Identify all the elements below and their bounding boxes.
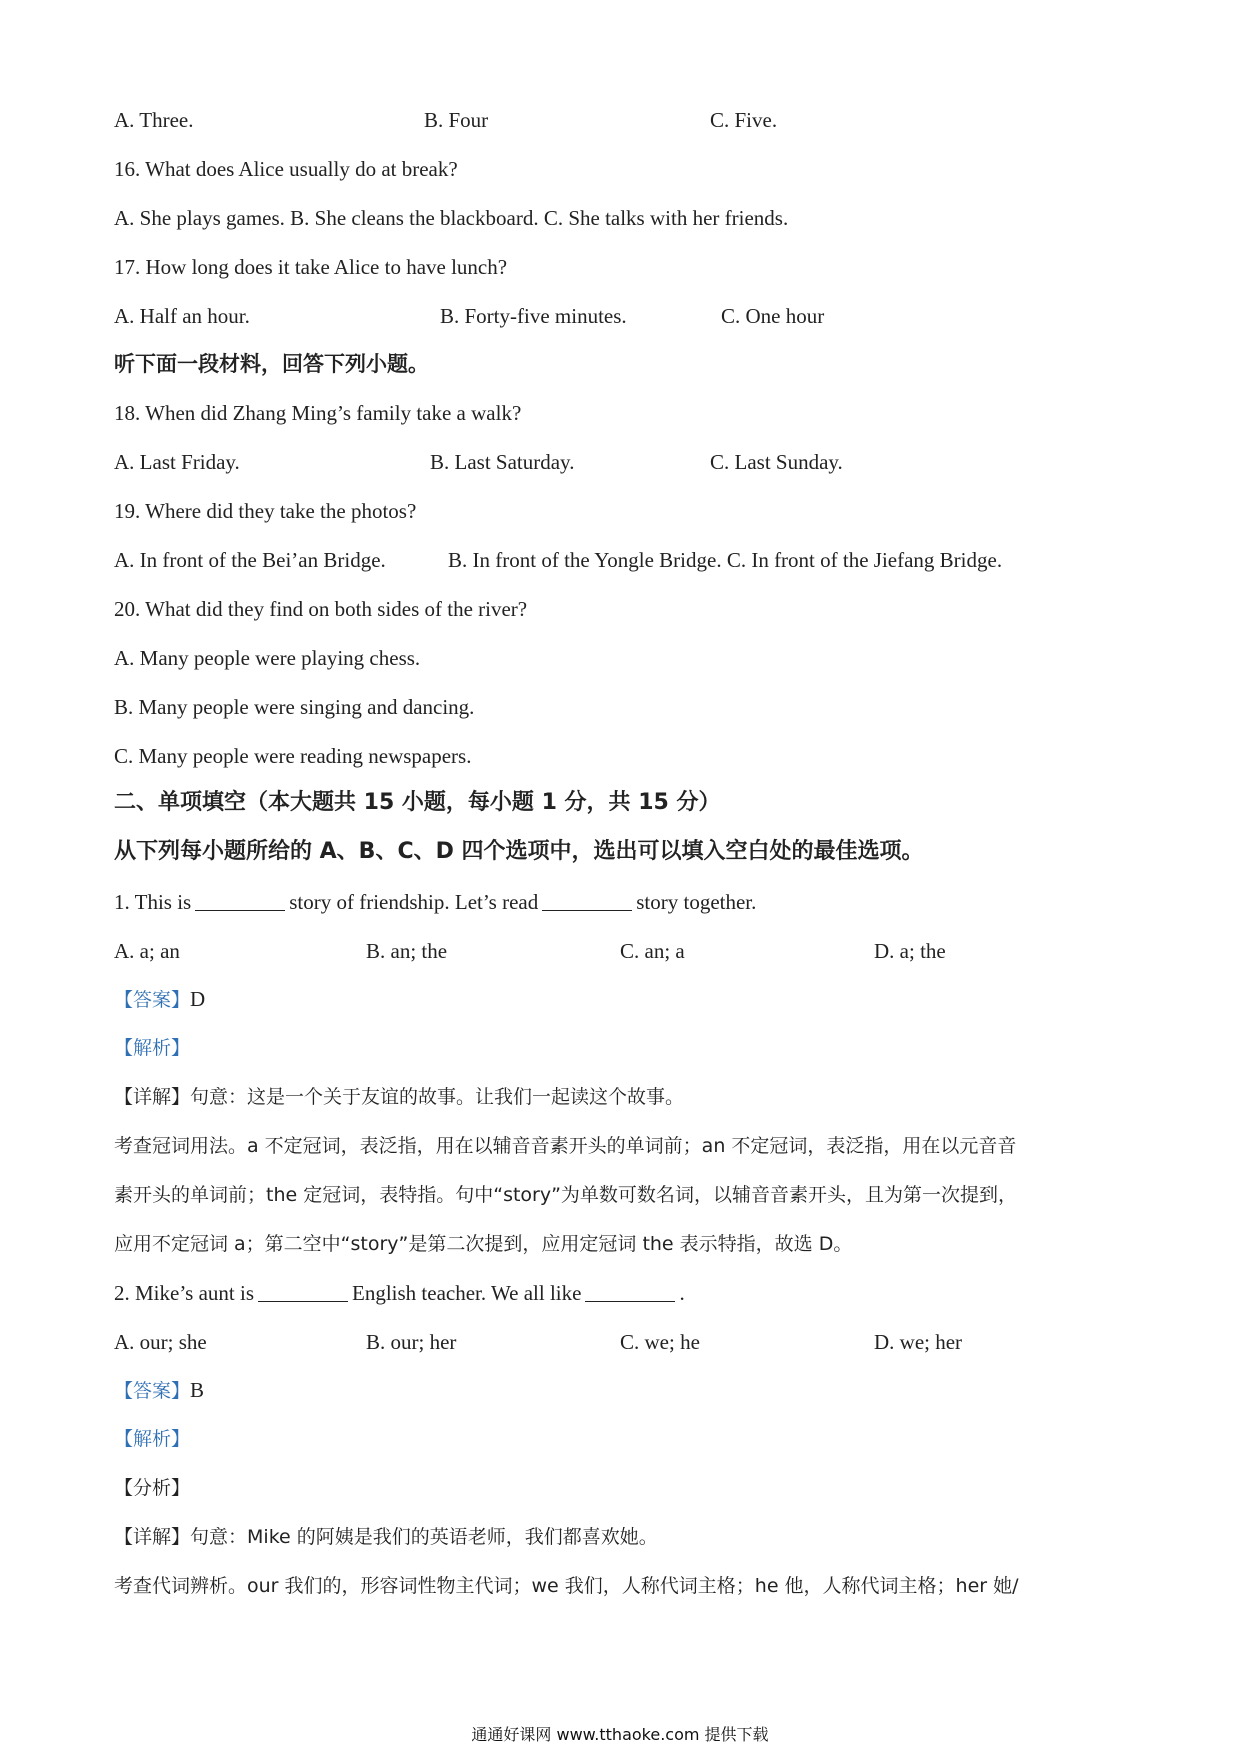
mc1-explanation-line-3: 应用不定冠词 a；第二空中“story”是第二次提到，应用定冠词 the 表示特指，故选 D。 [114,1233,853,1255]
q19-option-bc: B. In front of the Yongle Bridge. C. In front of the Jiefang Bridge. [448,548,1003,572]
mc1-answer-tag: 【答案】 [114,989,191,1011]
mc2-detail [114,1524,658,1550]
q20-option-a: A. Many people were playing chess. [114,646,421,670]
section2-title: 二、单项填空（本大题共 15 小题，每小题 1 分，共 15 分） [114,790,721,815]
mc1-detail-text: 句意：这是一个关于友谊的故事。让我们一起读这个故事。 [190,1086,685,1108]
mc1-analysis-tag: 【解析】 [114,1037,191,1059]
listening-heading: 听下面一段材料，回答下列小题。 [114,352,429,376]
mc1-option-c: C. an; a [620,939,685,963]
mc1-stem-part2: story of friendship. Let’s read [289,890,539,914]
mc2-option-c: C. we; he [620,1330,700,1354]
q18-stem: 18. When did Zhang Ming’s family take a walk? [114,401,522,425]
q15-option-b: B. Four [424,108,489,132]
mc2-option-a: A. our; she [114,1330,207,1354]
q17-option-b: B. Forty-five minutes. [440,304,627,328]
q17-option-c: C. One hour [721,304,825,328]
mc1-option-a: A. a; an [114,939,180,963]
q19-stem: 19. Where did they take the photos? [114,499,417,523]
mc1-answer [114,986,205,1013]
mc1-detail [114,1084,684,1110]
mc1-explanation-line-1: 考查冠词用法。a 不定冠词，表泛指，用在以辅音音素开头的单词前；an 不定冠词，表泛指，用在以元音音 [114,1135,1017,1157]
mc2-blank-2 [585,1281,675,1302]
mc2-detail-text: 句意：Mike 的阿姨是我们的英语老师，我们都喜欢她。 [190,1526,658,1548]
mc1-explanation-line-2: 素开头的单词前；the 定冠词，表特指。句中“story”为单数可数名词，以辅音音素开头，且为第一次提到， [114,1184,1017,1206]
mc1-option-d: D. a; the [874,939,946,963]
mc2-detail-tag: 【详解】 [114,1526,191,1548]
mc1-stem-part3: story together. [636,890,757,914]
mc2-explanation-line-1: 考查代词辨析。our 我们的，形容词性物主代词；we 我们，人称代词主格；he 他，人称代词主格；her 她/ [114,1575,1019,1597]
mc2-option-d: D. we; her [874,1330,963,1354]
mc1-stem [114,889,756,915]
mc1-answer-value: D [190,987,206,1011]
q18-option-b: B. Last Saturday. [430,450,575,474]
mc2-stem [114,1280,685,1306]
mc2-blank-1 [258,1281,348,1302]
mc2-answer [114,1377,204,1404]
mc2-fenxi-tag: 【分析】 [114,1477,191,1499]
q17-option-a: A. Half an hour. [114,304,250,328]
mc2-option-b: B. our; her [366,1330,457,1354]
mc2-analysis-tag: 【解析】 [114,1428,191,1450]
mc1-detail-tag: 【详解】 [114,1086,191,1108]
mc2-answer-value: B [190,1378,205,1402]
section2-instructions: 从下列每小题所给的 A、B、C、D 四个选项中，选出可以填入空白处的最佳选项。 [114,839,924,864]
mc2-answer-tag: 【答案】 [114,1380,191,1402]
mc1-blank-2 [542,890,632,911]
q20-option-b: B. Many people were singing and dancing. [114,695,475,719]
page-footer: 通通好课网 www.tthaoke.com 提供下载 [471,1725,769,1744]
q19-option-a: A. In front of the Bei’an Bridge. [114,548,386,572]
q20-stem: 20. What did they find on both sides of the river? [114,597,528,621]
q16-stem: 16. What does Alice usually do at break? [114,157,458,181]
mc1-stem-part1: 1. This is [114,890,192,914]
mc1-option-b: B. an; the [366,939,448,963]
mc1-blank-1 [195,890,285,911]
mc2-stem-part1: 2. Mike’s aunt is [114,1281,254,1305]
q17-stem: 17. How long does it take Alice to have lunch? [114,255,508,279]
q18-option-c: C. Last Sunday. [710,450,843,474]
q15-option-c: C. Five. [710,108,778,132]
q16-options: A. She plays games. B. She cleans the blackboard. C. She talks with her friends. [114,206,789,230]
q15-option-a: A. Three. [114,108,194,132]
q18-option-a: A. Last Friday. [114,450,240,474]
q20-option-c: C. Many people were reading newspapers. [114,744,472,768]
mc2-stem-part2: English teacher. We all like [352,1281,582,1305]
mc2-stem-part3: . [679,1281,685,1305]
